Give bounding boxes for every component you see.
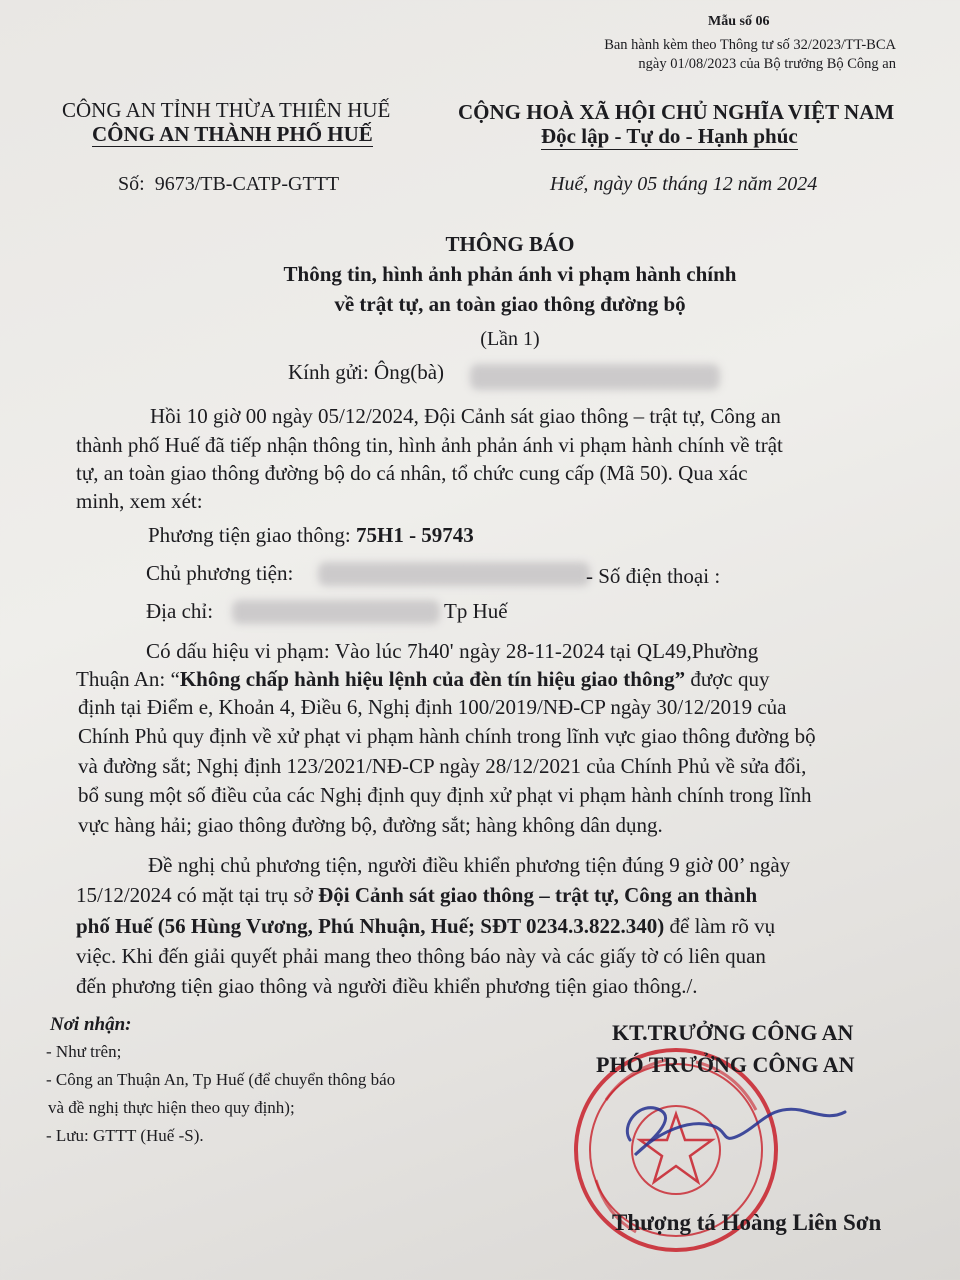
handwritten-signature [600,1080,860,1170]
request-line-5: đến phương tiện giao thông và người điều khiển phương tiện giao thông./. [76,974,698,998]
document-number-label: Số: [118,173,145,195]
redacted-owner [318,562,590,586]
address-label: Địa chỉ: [146,599,214,623]
violation-place: Thuận An: “ [76,667,180,691]
org-parent: CÔNG AN TỈNH THỪA THIÊN HUẾ [62,98,391,122]
recipient-1: - Như trên; [46,1042,122,1061]
request-date: 15/12/2024 có mặt tại trụ sở [76,883,319,907]
violation-line-2 [76,665,769,693]
intro-line-3: tự, an toàn giao thông đường bộ do cá nhân, tổ chức cung cấp (Mã 50). Qua xác [76,461,748,485]
signature-role-1: KT.TRƯỞNG CÔNG AN [612,1020,854,1045]
violation-line-3: định tại Điểm e, Khoản 4, Điều 6, Nghị định 100/2019/NĐ-CP ngày 30/12/2019 của [78,695,787,719]
request-unit: Đội Cảnh sát giao thông – trật tự, Công an thành [318,883,758,907]
recipient-2: - Công an Thuận An, Tp Huế (để chuyển thông báo [46,1070,396,1089]
notice-count: (Lần 1) [480,328,540,350]
owner-label: Chủ phương tiện: [146,561,294,585]
violation-line-7: vực hàng hải; giao thông đường bộ, đường sắt; hàng không dân dụng. [78,813,663,837]
document-number-value: 9673/TB-CATP-GTTT [154,173,340,195]
phone-label: - Số điện thoại : [586,564,721,588]
recipients-heading: Nơi nhận: [50,1014,132,1035]
vehicle-label: Phương tiện giao thông: [148,523,351,547]
request-line-1: Đề nghị chủ phương tiện, người điều khiển phương tiện đúng 9 giờ 00’ ngày [148,853,791,877]
form-number: Mẫu số 06 [708,14,770,29]
form-issued-by [586,36,896,74]
violation-line-2-end: được quy [685,667,770,691]
address-city: Tp Huế [444,599,508,623]
signer-name: Thượng tá Hoàng Liên Sơn [612,1210,882,1235]
nation-motto: Độc lập - Tự do - Hạnh phúc [541,124,798,148]
request-address: phố Huế (56 Hùng Vương, Phú Nhuận, Huế; SĐT 0234.3.822.340) [76,914,665,938]
document-title: THÔNG BÁO [445,232,575,256]
intro-line-4: minh, xem xét: [76,489,203,513]
redacted-addressee [470,364,720,390]
vehicle-plate: 75H1 - 59743 [355,523,474,547]
request-line-3 [76,912,775,940]
recipient-3: và đề nghị thực hiện theo quy định); [48,1098,295,1117]
document-number [118,173,339,196]
signature-role-2: PHÓ TRƯỞNG CÔNG AN [596,1052,855,1077]
violation-line-5: và đường sắt; Nghị định 123/2021/NĐ-CP ngày 28/12/2021 của Chính Phủ về sửa đổi, [78,754,807,778]
recipient-4: - Lưu: GTTT (Huế -S). [46,1126,204,1145]
org-name [92,122,373,147]
intro-line-2: thành phố Huế đã tiếp nhận thông tin, hình ảnh phản ánh vi phạm hành chính về trật [76,433,783,457]
violation-offense: Không chấp hành hiệu lệnh của đèn tín hiệu giao thông” [179,667,686,691]
addressee-label: Kính gửi: Ông(bà) [288,360,445,384]
form-issued-line-1: Ban hành kèm theo Thông tư số 32/2023/TT-BCA [604,37,896,53]
violation-line-6: bổ sung một số điều của các Nghị định quy định xử phạt vi phạm hành chính trong lĩnh [78,783,812,807]
document-subtitle-2: về trật tự, an toàn giao thông đường bộ [334,292,686,316]
violation-line-4: Chính Phủ quy định về xử phạt vi phạm hành chính trong lĩnh vực giao thông đường bộ [78,724,816,748]
intro-line-1: Hồi 10 giờ 00 ngày 05/12/2024, Đội Cảnh sát giao thông – trật tự, Công an [150,404,781,428]
request-line-2 [76,881,757,909]
redacted-address [232,600,440,624]
document-date: Huế, ngày 05 tháng 12 năm 2024 [550,173,818,195]
violation-line-1: Có dấu hiệu vi phạm: Vào lúc 7h40' ngày 28-11-2024 tại QL49,Phường [146,639,759,663]
request-line-3-end: để làm rõ vụ [664,914,776,938]
vehicle-row [148,521,474,549]
form-issued-line-2: ngày 01/08/2023 của Bộ trưởng Bộ Công an [638,56,896,72]
nation-title: CỘNG HOÀ XÃ HỘI CHỦ NGHĨA VIỆT NAM [458,100,895,124]
document-subtitle-1: Thông tin, hình ảnh phản ánh vi phạm hành chính [283,262,737,286]
request-line-4: việc. Khi đến giải quyết phải mang theo thông báo này và các giấy tờ có liên quan [76,944,766,968]
org-name-text: CÔNG AN THÀNH PHỐ HUẾ [92,122,373,146]
